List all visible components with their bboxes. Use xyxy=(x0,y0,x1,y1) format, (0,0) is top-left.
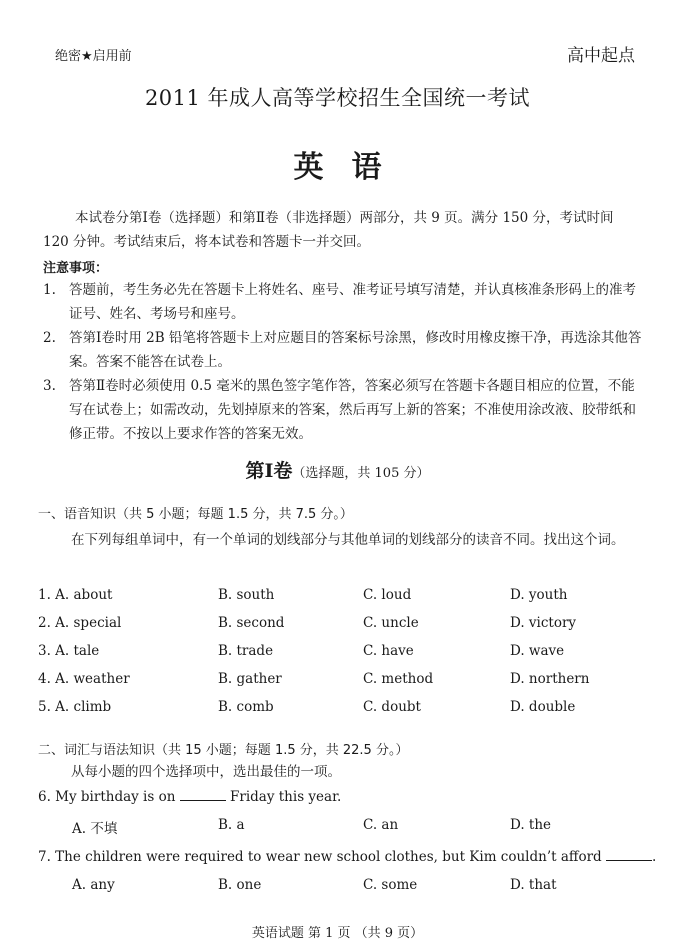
option-text: B. gather xyxy=(218,671,282,687)
section-two-heading: 二、词汇与语法知识（共 15 小题；每题 1.5 分，共 22.5 分。） xyxy=(38,743,409,758)
section-two-instruction: 从每小题的四个选择项中，选出最佳的一项。 xyxy=(71,764,341,780)
options-row xyxy=(38,877,648,897)
option-text: C. method xyxy=(363,671,434,687)
notice-item xyxy=(43,374,643,446)
option-text: 4. A. weather xyxy=(38,671,130,687)
part-one-title: 第Ⅰ卷 xyxy=(245,460,293,482)
phonetics-row xyxy=(38,671,648,691)
option-text: B. one xyxy=(218,877,262,893)
notice-number: 3. xyxy=(43,378,56,394)
notice-list xyxy=(43,278,643,446)
part-one-note: （选择题，共 105 分） xyxy=(292,466,430,481)
phonetics-row xyxy=(38,587,648,607)
option-text: D. wave xyxy=(510,643,565,659)
exam-title: 2011 年成人高等学校招生全国统一考试 xyxy=(144,86,531,110)
option-text: D. northern xyxy=(510,671,590,687)
option-text: A. any xyxy=(72,877,115,893)
part-one-header xyxy=(0,456,675,483)
option-text: 2. A. special xyxy=(38,615,122,631)
option-text: C. have xyxy=(363,643,414,659)
question-stem xyxy=(38,848,657,865)
notice-text: 答第Ⅱ卷时必须使用 0.5 毫米的黑色签字笔作答，答案必须写在答题卡各题目相应的位置，不能写在试卷上；如需改动，先划掉原来的答案，然后再写上新的答案；不准使用涂改液、胶带纸和修正带。不按以上要求作答的答案无效。 xyxy=(69,378,636,442)
notice-text: 答题前，考生务必先在答题卡上将姓名、座号、准考证号填写清楚，并认真核准条形码上的准考证号、姓名、考场号和座号。 xyxy=(69,282,636,322)
option-text: 3. A. tale xyxy=(38,643,100,659)
option-text: D. victory xyxy=(510,615,577,631)
option-text: A. 不填 xyxy=(72,821,118,837)
section-one-instruction: 在下列每组单词中，有一个单词的划线部分与其他单词的划线部分的读音不同。找出这个词。 xyxy=(71,532,625,548)
option-text: C. some xyxy=(363,877,418,893)
intro-paragraph: 本试卷分第Ⅰ卷（选择题）和第Ⅱ卷（非选择题）两部分，共 9 页。满分 150 分，考试时间 120 分钟。考试结束后，将本试卷和答题卡一并交回。 xyxy=(43,210,614,250)
option-text: 1. A. about xyxy=(38,587,113,603)
section-one-heading: 一、语音知识（共 5 小题；每题 1.5 分，共 7.5 分。） xyxy=(38,507,353,522)
option-text: 5. A. climb xyxy=(38,699,112,715)
notice-item xyxy=(43,326,643,374)
answer-blank xyxy=(180,788,226,801)
option-text: D. double xyxy=(510,699,576,715)
subject-title: 英语 xyxy=(293,150,410,185)
question-stem xyxy=(38,788,653,805)
notice-item xyxy=(43,278,643,326)
option-text: B. trade xyxy=(218,643,274,659)
option-text: B. a xyxy=(218,817,245,833)
phonetics-row xyxy=(38,615,648,635)
phonetics-row xyxy=(38,699,648,719)
question-text: Friday this year. xyxy=(225,789,342,805)
option-text: C. an xyxy=(363,817,399,833)
notice-number: 2. xyxy=(43,330,56,346)
notice-text: 答第Ⅰ卷时用 2B 铅笔将答题卡上对应题目的答案标号涂黑，修改时用橡皮擦干净，再选涂其他答案。答案不能答在试卷上。 xyxy=(69,330,642,370)
option-text: D. that xyxy=(510,877,557,893)
question-text: . xyxy=(652,849,657,865)
exam-level: 高中起点 xyxy=(567,46,635,66)
question-text: 7. The children were required to wear new school clothes, but Kim couldn’t afford xyxy=(38,849,606,865)
notice-heading: 注意事项： xyxy=(43,261,109,276)
page-footer: 英语试题 第 1 页 （共 9 页） xyxy=(251,926,424,941)
option-text: D. youth xyxy=(510,587,568,603)
option-text: C. uncle xyxy=(363,615,419,631)
option-text: B. second xyxy=(218,615,285,631)
option-text: B. comb xyxy=(218,699,274,715)
option-text: C. loud xyxy=(363,587,412,603)
option-text: C. doubt xyxy=(363,699,421,715)
notice-number: 1. xyxy=(43,282,56,298)
phonetics-row xyxy=(38,643,648,663)
option-text: D. the xyxy=(510,817,552,833)
answer-blank xyxy=(606,848,652,861)
options-row xyxy=(38,817,648,837)
question-text: 6. My birthday is on xyxy=(38,789,180,805)
secret-mark: 绝密★启用前 xyxy=(55,49,132,64)
option-text: B. south xyxy=(218,587,275,603)
